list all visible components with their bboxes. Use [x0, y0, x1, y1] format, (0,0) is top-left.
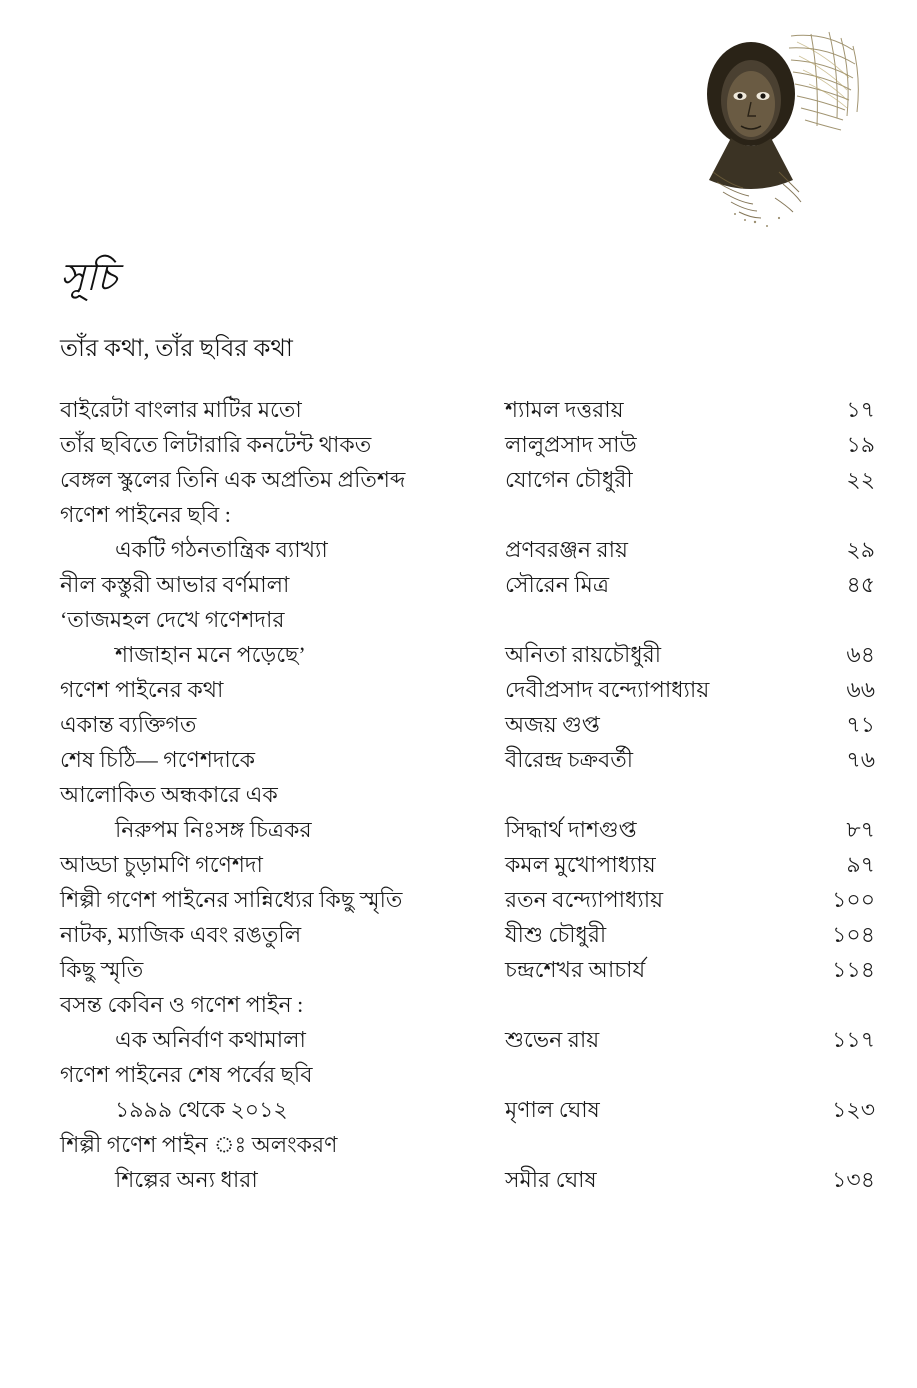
toc-entry-title: গণেশ পাইনের কথা — [60, 677, 224, 702]
toc-row[interactable] — [60, 392, 875, 427]
toc-row[interactable] — [60, 637, 875, 672]
toc-row[interactable] — [60, 1092, 875, 1127]
toc-entry-title: একটি গঠনতান্ত্রিক ব্যাখ্যা — [115, 537, 328, 562]
toc-row[interactable] — [60, 1127, 860, 1162]
toc-row[interactable] — [60, 812, 875, 847]
toc-row[interactable] — [60, 987, 860, 1022]
toc-entry-title: বাইরেটা বাংলার মাটির মতো — [60, 397, 302, 422]
toc-row[interactable] — [60, 952, 875, 987]
toc-entry-title: বসন্ত কেবিন ও গণেশ পাইন : — [60, 992, 304, 1017]
toc-row[interactable] — [60, 672, 875, 707]
toc-row[interactable] — [60, 1162, 875, 1197]
toc-entry-title: শিল্পের অন্য ধারা — [115, 1167, 258, 1192]
toc-entry-title: শাজাহান মনে পড়েছে’ — [115, 642, 306, 667]
toc-entry-title: শিল্পী গণেশ পাইন ঃ অলংকরণ — [60, 1132, 338, 1157]
section-heading: তাঁর কথা, তাঁর ছবির কথা — [60, 336, 293, 362]
toc-entry-author: রতন বন্দ্যোপাধ্যায় — [505, 887, 664, 912]
toc-row[interactable] — [60, 742, 875, 777]
toc-entry-title: একান্ত ব্যক্তিগত — [60, 712, 197, 737]
toc-row[interactable] — [60, 777, 860, 812]
toc-entry-page-number: ১০০ — [832, 887, 875, 912]
toc-entry-title: গণেশ পাইনের ছবি : — [60, 502, 231, 527]
toc-entry-page-number: ১৯ — [846, 432, 875, 457]
toc-entry-author: যোগেন চৌধুরী — [505, 467, 633, 492]
toc-entry-author: অজয় গুপ্ত — [505, 712, 600, 737]
toc-entry-page-number: ৭৬ — [846, 747, 875, 772]
toc-entry-page-number: ১০৪ — [832, 922, 875, 947]
toc-entry-title: নাটক, ম্যাজিক এবং রঙতুলি — [60, 922, 302, 947]
toc-entry-title: আলোকিত অন্ধকারে এক — [60, 782, 278, 807]
toc-row[interactable] — [60, 917, 875, 952]
toc-entry-title: ১৯৯৯ থেকে ২০১২ — [115, 1097, 288, 1122]
toc-entry-page-number: ১৩৪ — [832, 1167, 875, 1192]
toc-entry-page-number: ৬৬ — [846, 677, 875, 702]
toc-row[interactable] — [60, 847, 875, 882]
toc-entry-page-number: ২২ — [846, 467, 875, 492]
toc-entry-page-number: ১৭ — [846, 397, 875, 422]
toc-entry-author: চন্দ্রশেখর আচার্য — [505, 957, 646, 982]
toc-entry-author: লালুপ্রসাদ সাউ — [505, 432, 637, 457]
toc-row[interactable] — [60, 882, 875, 917]
toc-row[interactable] — [60, 1022, 875, 1057]
toc-row[interactable] — [60, 497, 860, 532]
toc-row[interactable] — [60, 707, 875, 742]
toc-entry-title: এক অনির্বাণ কথামালা — [115, 1027, 306, 1052]
toc-entry-page-number: ৬৪ — [846, 642, 875, 667]
toc-entry-author: যীশু চৌধুরী — [505, 922, 607, 947]
toc-entry-page-number: ৮৭ — [846, 817, 875, 842]
toc-entry-page-number: ৯৭ — [846, 852, 875, 877]
toc-row[interactable] — [60, 567, 875, 602]
table-of-contents — [60, 392, 875, 1197]
toc-entry-page-number: ১১৪ — [832, 957, 875, 982]
toc-entry-author: বীরেন্দ্র চক্রবর্তী — [505, 747, 634, 772]
toc-row[interactable] — [60, 427, 875, 462]
toc-entry-title: বেঙ্গল স্কুলের তিনি এক অপ্রতিম প্রতিশব্দ — [60, 467, 406, 492]
toc-row[interactable] — [60, 1057, 860, 1092]
toc-entry-title: কিছু স্মৃতি — [60, 957, 144, 982]
toc-entry-page-number: ১২৩ — [832, 1097, 875, 1122]
toc-entry-author: শ্যামল দত্তরায় — [505, 397, 624, 422]
toc-entry-title: নিরুপম নিঃসঙ্গ চিত্রকর — [115, 817, 312, 842]
toc-entry-author: অনিতা রায়চৌধুরী — [505, 642, 662, 667]
toc-entry-author: সিদ্ধার্থ দাশগুপ্ত — [505, 817, 637, 842]
toc-entry-author: শুভেন রায় — [505, 1027, 600, 1052]
toc-row[interactable] — [60, 532, 875, 567]
toc-entry-title: নীল কস্তুরী আভার বর্ণমালা — [60, 572, 290, 597]
toc-entry-title: শিল্পী গণেশ পাইনের সান্নিধ্যের কিছু স্মৃতি — [60, 887, 403, 912]
toc-entry-title: শেষ চিঠি— গণেশদাকে — [60, 747, 256, 772]
toc-entry-page-number: ৭১ — [846, 712, 875, 737]
page-title: সূচি — [60, 257, 118, 299]
toc-entry-title: তাঁর ছবিতে লিটারারি কনটেন্ট থাকত — [60, 432, 372, 457]
toc-entry-author: দেবীপ্রসাদ বন্দ্যোপাধ্যায় — [505, 677, 710, 702]
toc-entry-author: মৃণাল ঘোষ — [505, 1097, 600, 1122]
toc-entry-author: কমল মুখোপাধ্যায় — [505, 852, 656, 877]
toc-row[interactable] — [60, 602, 860, 637]
toc-entry-author: সৌরেন মিত্র — [505, 572, 609, 597]
toc-entry-author: প্রণবরঞ্জন রায় — [505, 537, 628, 562]
toc-entry-page-number: ২৯ — [846, 537, 875, 562]
toc-entry-title: গণেশ পাইনের শেষ পর্বের ছবি — [60, 1062, 313, 1087]
portrait-sketch-illustration — [679, 22, 869, 237]
toc-entry-page-number: ৪৫ — [846, 572, 875, 597]
toc-entry-author: সমীর ঘোষ — [505, 1167, 597, 1192]
toc-entry-title: আড্ডা চুড়ামণি গণেশদা — [60, 852, 263, 877]
toc-entry-page-number: ১১৭ — [832, 1027, 875, 1052]
toc-row[interactable] — [60, 462, 875, 497]
toc-entry-title: ‘তাজমহল দেখে গণেশদার — [60, 607, 285, 632]
